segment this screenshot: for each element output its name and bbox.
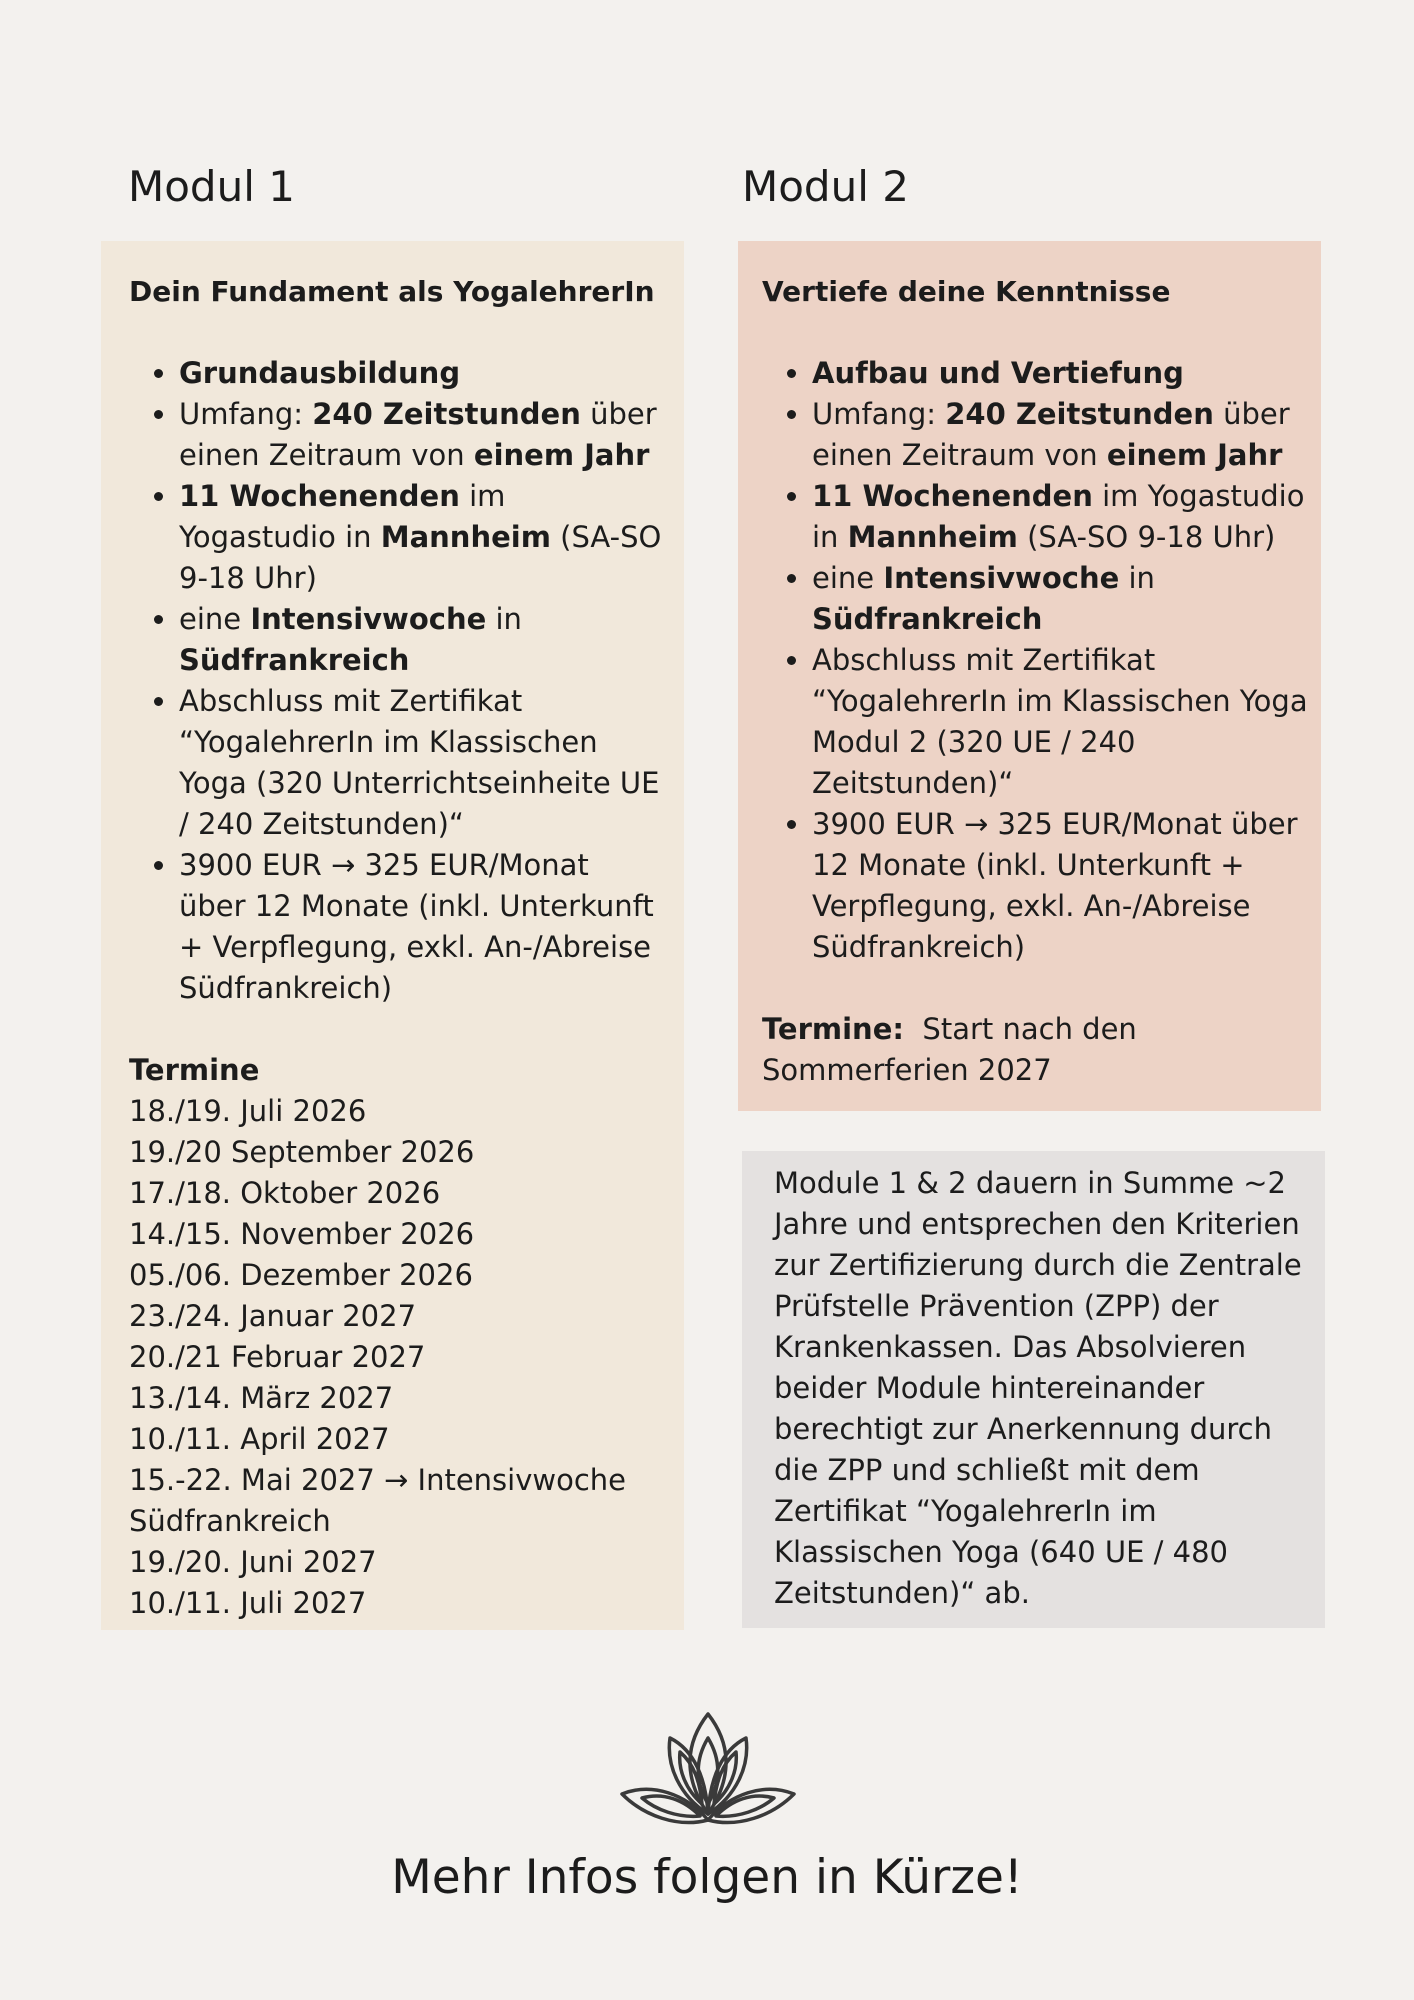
- summary-text: Module 1 & 2 dauern in Summe ~2 Jahre und entsprechen den Kriterien zur Zertifizierung durch die Zentrale Prüfstelle Prävention (ZPP) der Krankenkassen. Das Absolvieren beider Module hintereinander berechtigt zur Anerkennung durch die ZPP und schließt mit dem Zertifikat “YogalehrerIn im Klassischen Yoga (640 UE / 480 Zeitstunden)“ ab.: [774, 1166, 1302, 1610]
- date-item: 18./19. Juli 2026: [129, 1094, 367, 1128]
- modul1-dates-list: [129, 1091, 664, 1624]
- modul1-panel: [101, 241, 684, 1630]
- modul2-subtitle: Vertiefe deine Kenntnisse: [762, 275, 1171, 308]
- date-item: 10./11. April 2027: [129, 1422, 390, 1456]
- lotus-icon: [608, 1704, 808, 1844]
- list-item: • Abschluss mit Zertifikat “YogalehrerIn im Klassischen Yoga (320 Unterrichtseinheite UE / 240 Zeitstunden)“: [179, 681, 664, 845]
- modul1-termine-label: Termine: [129, 1053, 260, 1087]
- footer-text: Mehr Infos folgen in Kürze!: [391, 1850, 1023, 1905]
- date-item: 14./15. November 2026: [129, 1217, 475, 1251]
- modul2-heading: Modul 2: [742, 162, 909, 211]
- list-item: • 11 Wochenenden im Yogastudio in Mannheim (SA-SO 9-18 Uhr): [179, 476, 664, 599]
- modul2-feature-list: [762, 353, 1315, 968]
- date-item: 17./18. Oktober 2026: [129, 1176, 441, 1210]
- modul2-termine-text: Start nach den Sommerferien 2027: [762, 1012, 1147, 1087]
- modul2-panel: [738, 241, 1321, 1111]
- date-item: 13./14. März 2027: [129, 1381, 394, 1415]
- date-item: 15.-22. Mai 2027 → Intensivwoche Südfrankreich: [129, 1463, 627, 1538]
- list-item: • eine Intensivwoche in Südfrankreich: [179, 599, 664, 681]
- list-item: • Umfang: 240 Zeitstunden über einen Zeitraum von einem Jahr: [812, 394, 1315, 476]
- date-item: 23./24. Januar 2027: [129, 1299, 417, 1333]
- date-item: 20./21 Februar 2027: [129, 1340, 426, 1374]
- modul1-termine: [129, 1050, 664, 1624]
- date-item: 05./06. Dezember 2026: [129, 1258, 473, 1292]
- modul1-heading: Modul 1: [128, 162, 295, 211]
- list-item: • Umfang: 240 Zeitstunden über einen Zeitraum von einem Jahr: [179, 394, 664, 476]
- list-item: • 3900 EUR → 325 EUR/Monat über 12 Monate (inkl. Unterkunft + Verpflegung, exkl. An-/Abreise Südfrankreich): [812, 804, 1315, 968]
- list-item: • Abschluss mit Zertifikat “YogalehrerIn im Klassischen Yoga Modul 2 (320 UE / 240 Zeitstunden)“: [812, 640, 1315, 804]
- list-item: • eine Intensivwoche in Südfrankreich: [812, 558, 1315, 640]
- modul1-feature-list: [129, 353, 664, 1009]
- list-item: • 3900 EUR → 325 EUR/Monat über 12 Monate (inkl. Unterkunft + Verpflegung, exkl. An-/Abreise Südfrankreich): [179, 845, 664, 1009]
- modul2-termine: [762, 1009, 1315, 1091]
- modul1-subtitle: Dein Fundament als YogalehrerIn: [129, 275, 655, 308]
- date-item: 19./20. Juni 2027: [129, 1545, 377, 1579]
- list-item: • Aufbau und Vertiefung: [812, 353, 1315, 394]
- summary-panel: [742, 1151, 1325, 1628]
- list-item: • Grundausbildung: [179, 353, 664, 394]
- date-item: 19./20 September 2026: [129, 1135, 475, 1169]
- list-item: • 11 Wochenenden im Yogastudio in Mannheim (SA-SO 9-18 Uhr): [812, 476, 1315, 558]
- date-item: 10./11. Juli 2027: [129, 1586, 367, 1620]
- modul2-termine-label: Termine:: [762, 1012, 904, 1046]
